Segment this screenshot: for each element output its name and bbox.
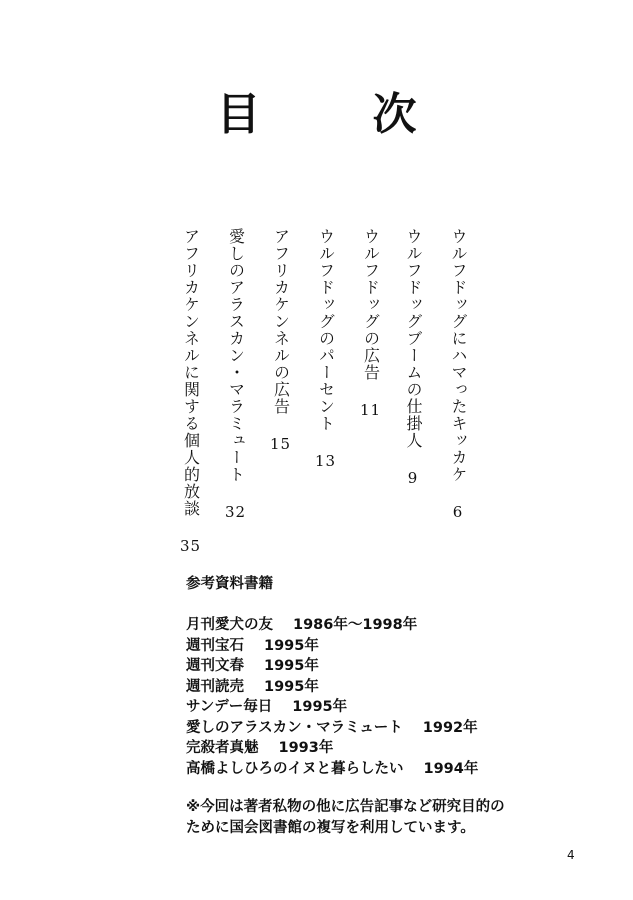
toc-entry-page: 6 [452, 503, 464, 521]
reference-item [186, 718, 546, 739]
reference-year: 1995年 [292, 699, 348, 715]
toc-entry [225, 228, 246, 520]
reference-item [186, 656, 546, 677]
toc-entry [360, 228, 381, 418]
toc-entry-title: ウルフドッグブームの仕掛人 [404, 228, 423, 449]
toc-entry-title: ウルフドッグのパーセント [316, 228, 336, 432]
toc-entry-page: 13 [315, 452, 337, 470]
toc-entry-title: 愛しのアラスカン・マラミュート [226, 228, 246, 483]
toc-entry [405, 228, 421, 486]
references-heading: 参考資料書籍 [186, 576, 273, 592]
reference-item [186, 759, 546, 780]
reference-year: 1986年〜1998年 [293, 617, 418, 633]
reference-name: 完殺者真魅 [186, 740, 259, 756]
reference-item [186, 738, 546, 759]
reference-name: 愛しのアラスカン・マラミュート [186, 719, 403, 736]
page-title: 目 次 [216, 89, 451, 140]
reference-name: サンデー毎日 [186, 699, 273, 715]
reference-name: 週刊文春 [186, 658, 244, 674]
references-note-line: ※今回は著者私物の他に広告記事など研究目的の [186, 799, 505, 815]
toc-entry [180, 228, 201, 554]
references-section [186, 572, 546, 839]
references-list [186, 615, 546, 779]
toc-entry-page: 15 [270, 435, 292, 453]
toc-entry [450, 228, 466, 520]
references-note-line: ために国会図書館の複写を利用しています。 [186, 820, 475, 836]
toc-entry-page: 11 [360, 401, 382, 419]
reference-year: 1995年 [264, 658, 319, 674]
reference-item [186, 697, 546, 718]
toc-entry-title: ウルフドッグにハマったキッカケ [449, 228, 468, 483]
toc-entry-page: 35 [180, 537, 202, 555]
reference-year: 1993年 [278, 740, 334, 756]
toc-entry [315, 228, 336, 469]
toc-entry-title: ウルフドッグの広告 [361, 228, 381, 381]
page-number: 4 [567, 848, 575, 862]
reference-year: 1992年 [422, 719, 478, 736]
reference-year: 1994年 [423, 760, 479, 777]
toc-entry-title: アフリカケンネルに関する個人的放談 [181, 228, 201, 517]
toc-entry-page: 9 [407, 469, 419, 487]
reference-name: 週刊読売 [186, 678, 244, 695]
toc-entry-page: 32 [225, 503, 247, 521]
reference-item [186, 636, 546, 657]
reference-name: 週刊宝石 [186, 637, 244, 654]
reference-name: 高橋よしひろのイヌと暮らしたい [186, 760, 404, 777]
toc-entry [270, 228, 291, 452]
toc-entry-title: アフリカケンネルの広告 [271, 228, 291, 415]
reference-year: 1995年 [264, 637, 319, 654]
references-note [186, 797, 546, 839]
reference-item [186, 677, 546, 698]
reference-year: 1995年 [264, 678, 319, 695]
reference-name: 月刊愛犬の友 [186, 617, 273, 633]
reference-item [186, 615, 546, 636]
table-of-contents [180, 228, 480, 555]
